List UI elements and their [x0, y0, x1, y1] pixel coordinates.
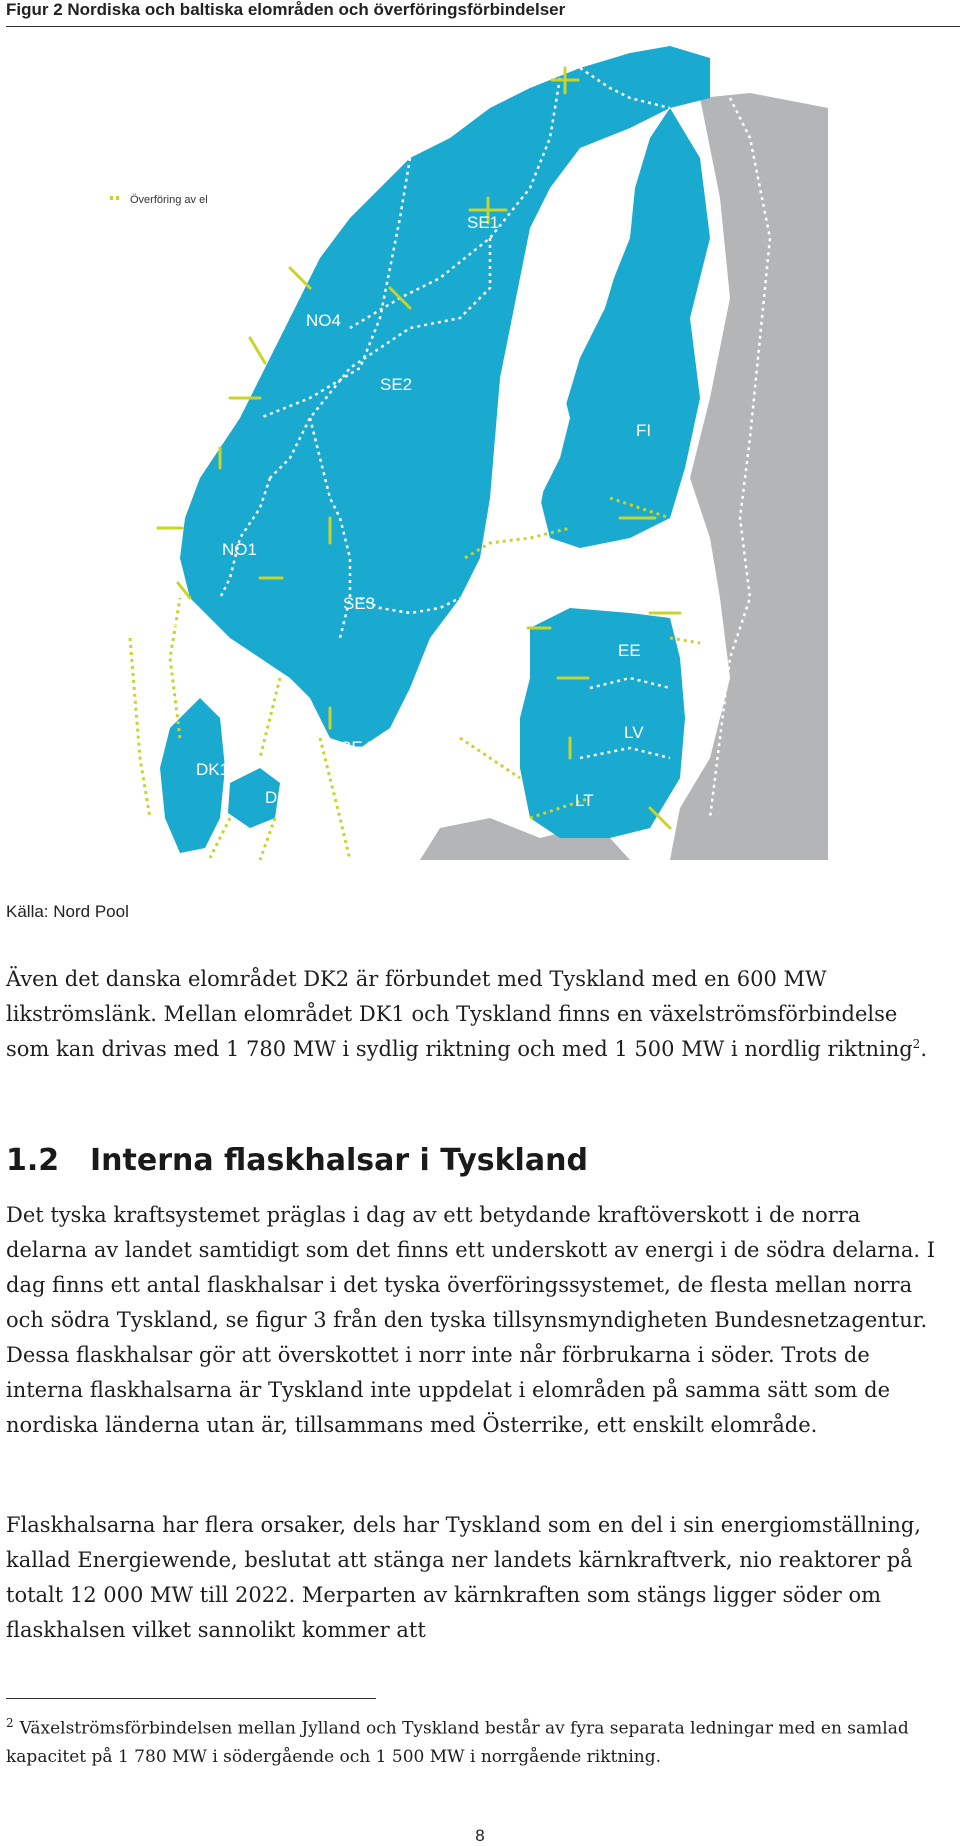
paragraph-bottleneck-causes: Flaskhalsarna har flera orsaker, dels har Tyskland som en del i sin energiomställning, kallad Energiewende, beslutat att stänga ner landets kärnkraftverk, nio reaktorer på totalt 12 000 MW till 2022. Merparten av kärnkraften som stängs ligger söder om flaskhalsen vilket sannolikt kommer att: [6, 1513, 921, 1642]
figure-source: Källa: Nord Pool: [6, 902, 129, 921]
footnote: [6, 1709, 946, 1771]
label-LT: LT: [575, 791, 594, 810]
footnote-number: 2: [6, 1716, 14, 1730]
label-NO4: NO4: [306, 311, 341, 330]
label-NO3: NO3: [181, 442, 216, 461]
label-SE2: SE2: [380, 375, 413, 394]
label-NO5: NO5: [118, 505, 153, 524]
section-number: 1.2: [6, 1143, 60, 1178]
nordic-map: [110, 38, 828, 860]
label-NO1: NO1: [222, 540, 257, 559]
label-SE4: SE4: [340, 738, 373, 757]
legend-label: Överföring av el: [130, 194, 208, 206]
figure-caption: Figur 2 Nordiska och baltiska elområden och överföringsförbindelser: [6, 0, 960, 27]
label-DK2: DK2: [265, 788, 299, 807]
paragraph-german-bottlenecks: Det tyska kraftsystemet präglas i dag av ett betydande kraftöverskott i de norra delarna av landet samtidigt som det finns ett underskott av energi i de södra delarna. I dag finns ett antal flaskhalsar i det tyska överföringssystemet, de flesta mellan norra och södra Tyskland, se figur 3 från den tyska tillsynsmyndigheten Bundesnetzagentur. Dessa flaskhalsar gör att överskottet i norr inte når förbrukarna i söder. Trots de interna flaskhalsarna är Tyskland inte uppdelat i elområden på samma sätt som de nordiska länderna utan är, tillsammans med Österrike, ett enskilt elområde.: [6, 1203, 936, 1437]
footnote-text: Växelströmsförbindelsen mellan Jylland och Tyskland består av fyra separata ledningar med en samlad kapacitet på 1 780 MW i södergående och 1 500 MW i norrgående riktning.: [6, 1718, 909, 1767]
baltics-land: [520, 608, 685, 838]
label-NO2: NO2: [156, 621, 191, 640]
paragraph-dk-links: Även det danska elområdet DK2 är förbundet med Tyskland med en 600 MW likströmslänk. Mellan elområdet DK1 och Tyskland finns en växelströmsförbindelse som kan drivas med 1 780 MW i sydlig riktning och med 1 500 MW i nordlig riktning$^2$.: [6, 967, 927, 1061]
label-FI: FI: [636, 421, 652, 440]
label-SE3: SE3: [343, 594, 376, 613]
footnote-divider: [6, 1698, 376, 1699]
label-LV: LV: [624, 723, 644, 742]
label-EE: EE: [618, 641, 641, 660]
page-number: 8: [475, 1826, 485, 1845]
label-DK1: DK1: [196, 760, 230, 779]
section-title: Interna flaskhalsar i Tyskland: [90, 1143, 588, 1178]
section-heading: [6, 1143, 588, 1178]
footnote-ref[interactable]: 2: [912, 1037, 921, 1051]
label-SE1: SE1: [467, 213, 500, 232]
